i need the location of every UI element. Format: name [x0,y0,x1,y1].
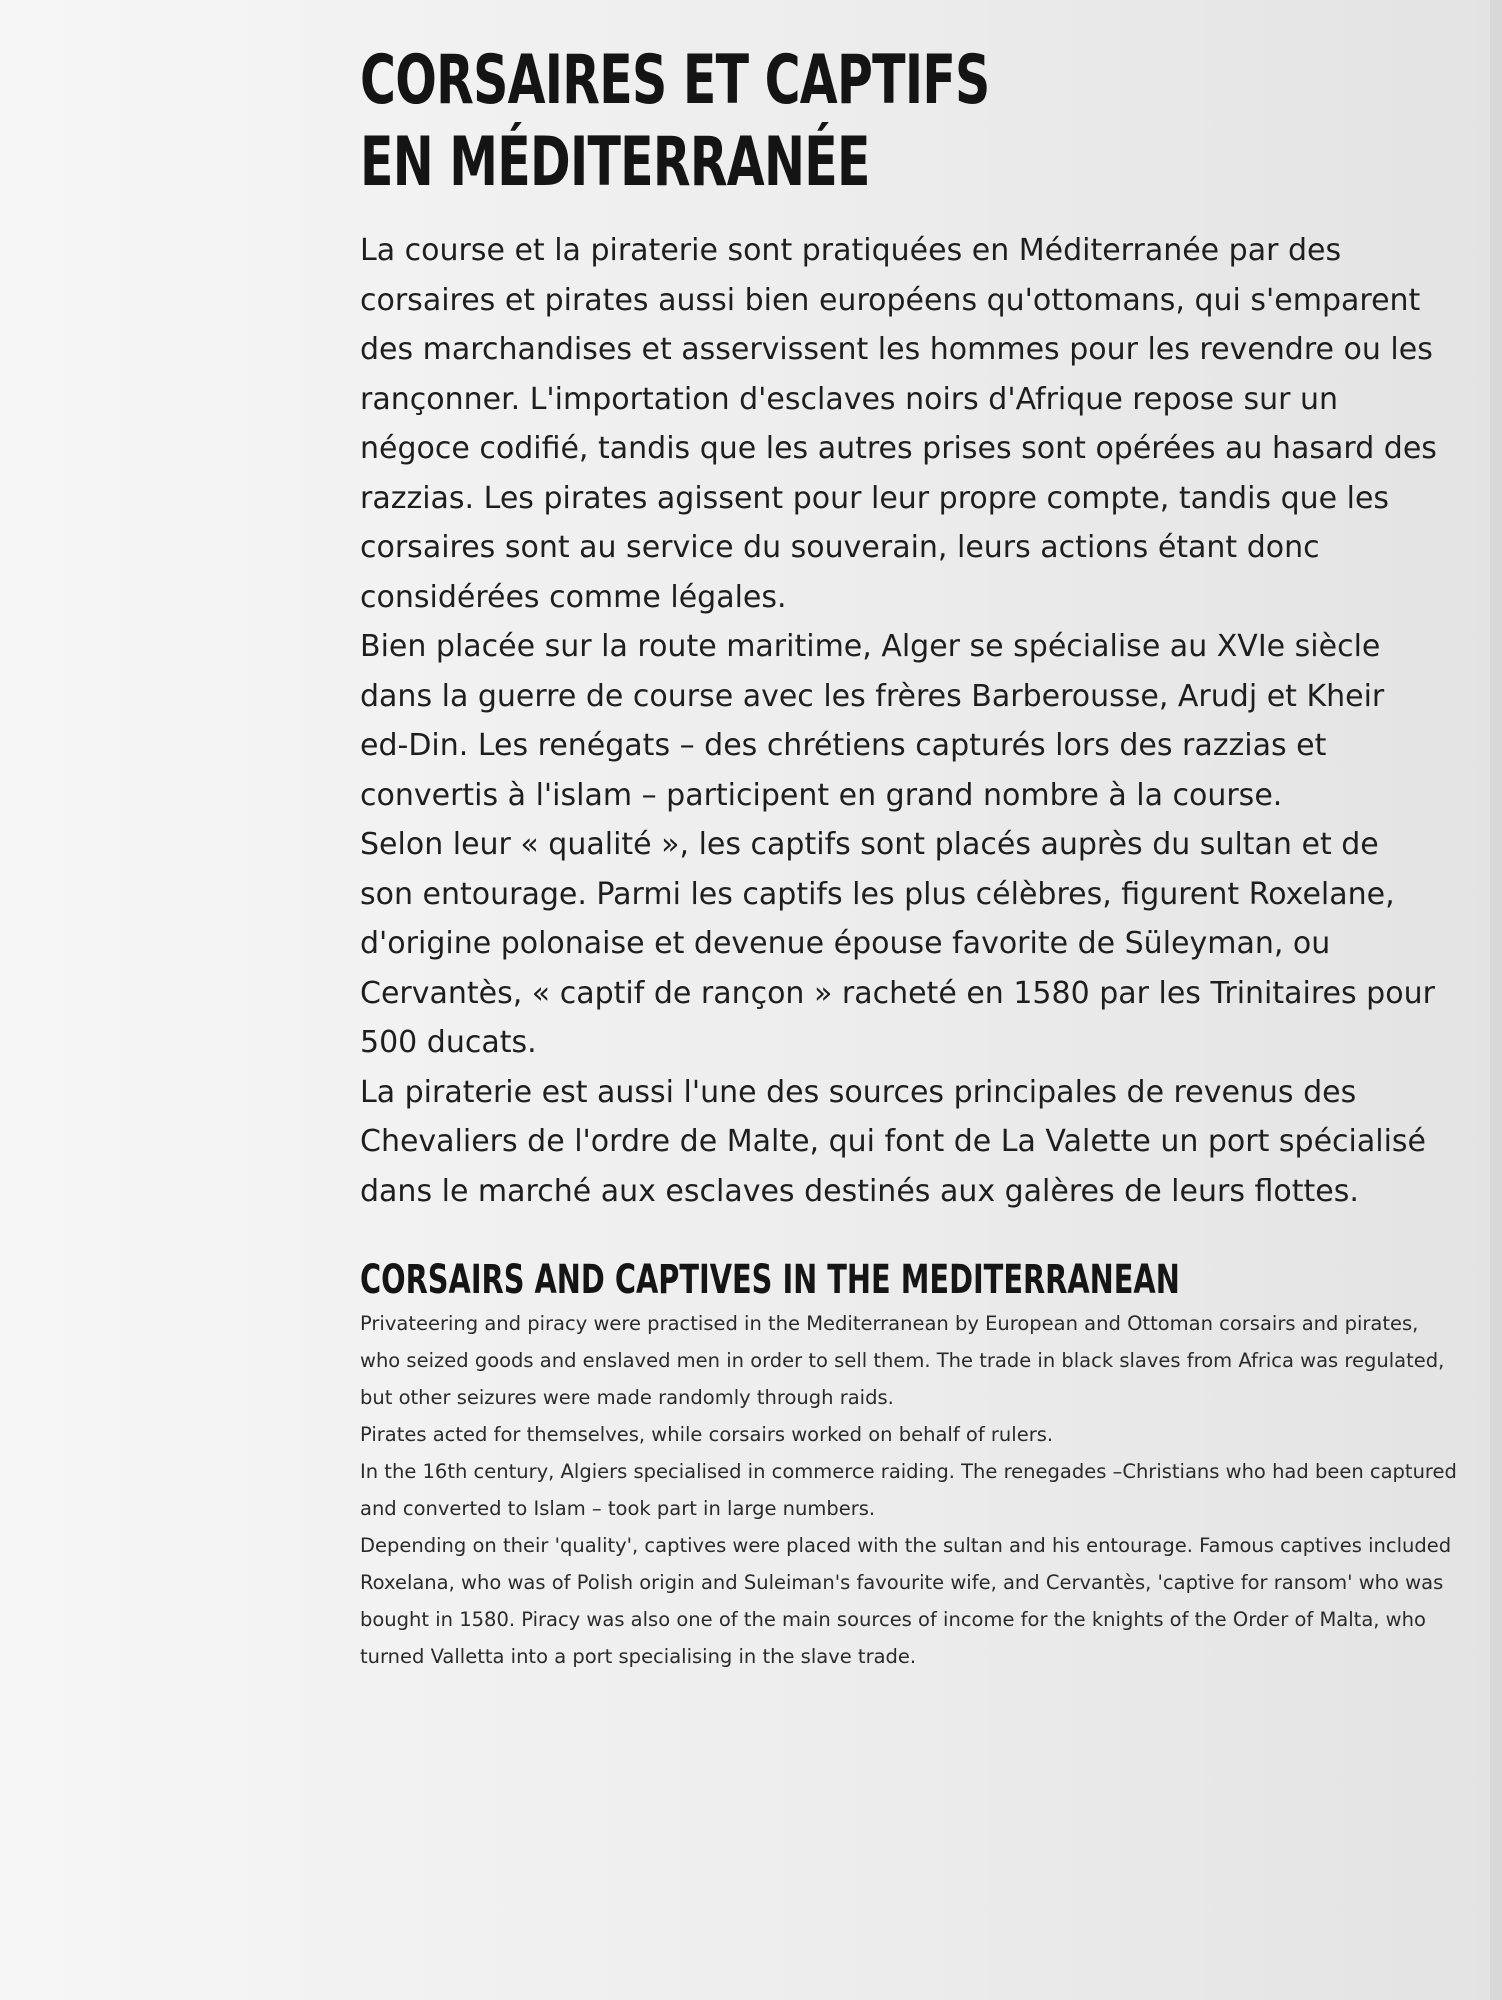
english-paragraph-4: Depending on their 'quality', captives were placed with the sultan and his entourage. Famous captives included Roxelana, who was of Polish origin and Suleiman's favourite wife, and Cervantès, 'captive for ransom' who was bought in 1580. Piracy was also one of the main sources of income for the knights of the Order of Malta, who turned Valletta into a port specialising in the slave trade. [360,1534,1452,1668]
panel-edge [1490,0,1502,2000]
french-title [360,40,1469,204]
french-paragraph-4: La piraterie est aussi l'une des sources principales de revenus des Chevaliers de l'ordre de Malte, qui font de La Valette un port spécialisé dans le marché aux esclaves destinés aux galères de leurs flottes. [360,1074,1427,1209]
english-title: CORSAIRS AND CAPTIVES IN THE MEDITERRANEAN [360,1257,1180,1303]
french-paragraph-3: Selon leur « qualité », les captifs sont placés auprès du sultan et de son entourage. Parmi les captifs les plus célèbres, figurent Roxelane, d'origine polonaise et devenue épouse favorite de Süleyman, ou Cervantès, « captif de rançon » racheté en 1580 par les Trinitaires pour 500 ducats. [360,827,1435,1060]
english-paragraph-2: Pirates acted for themselves, while corsairs worked on behalf of rulers. [360,1423,1054,1446]
french-title-line-2: EN MÉDITERRANÉE [360,123,870,202]
french-body [360,226,1440,1216]
panel-content [360,40,1460,1675]
french-paragraph-1: La course et la piraterie sont pratiquées en Méditerranée par des corsaires et pirates aussi bien européens qu'ottomans, qui s'emparent des marchandises et asservissent les hommes pour les revendre ou les rançonner. L'importation d'esclaves noirs d'Afrique repose sur un négoce codifié, tandis que les autres prises sont opérées au hasard des razzias. Les pirates agissent pour leur propre compte, tandis que les corsaires sont au service du souverain, leurs actions étant donc considérées comme légales. [360,233,1437,615]
english-paragraph-1-wrapper [360,1258,1460,1416]
french-paragraph-2: Bien placée sur la route maritime, Alger se spécialise au XVIe siècle dans la guerre de course avec les frères Barberousse, Arudj et Kheir ed-Din. Les renégats – des chrétiens capturés lors des razzias et convertis à l'islam – participent en grand nombre à la course. [360,629,1385,813]
english-paragraph-1: Privateering and piracy were practised in the Mediterranean by European and Ottoman corsairs and pirates, who seized goods and enslaved men in order to sell them. The trade in black slaves from Africa was regulated, but other seizures were made randomly through raids. [360,1312,1445,1409]
english-paragraph-3: In the 16th century, Algiers specialised in commerce raiding. The renegades –Christians who had been captured and converted to Islam – took part in large numbers. [360,1460,1457,1520]
english-section [360,1258,1460,1675]
french-title-line-1: CORSAIRES ET CAPTIFS [360,41,990,120]
